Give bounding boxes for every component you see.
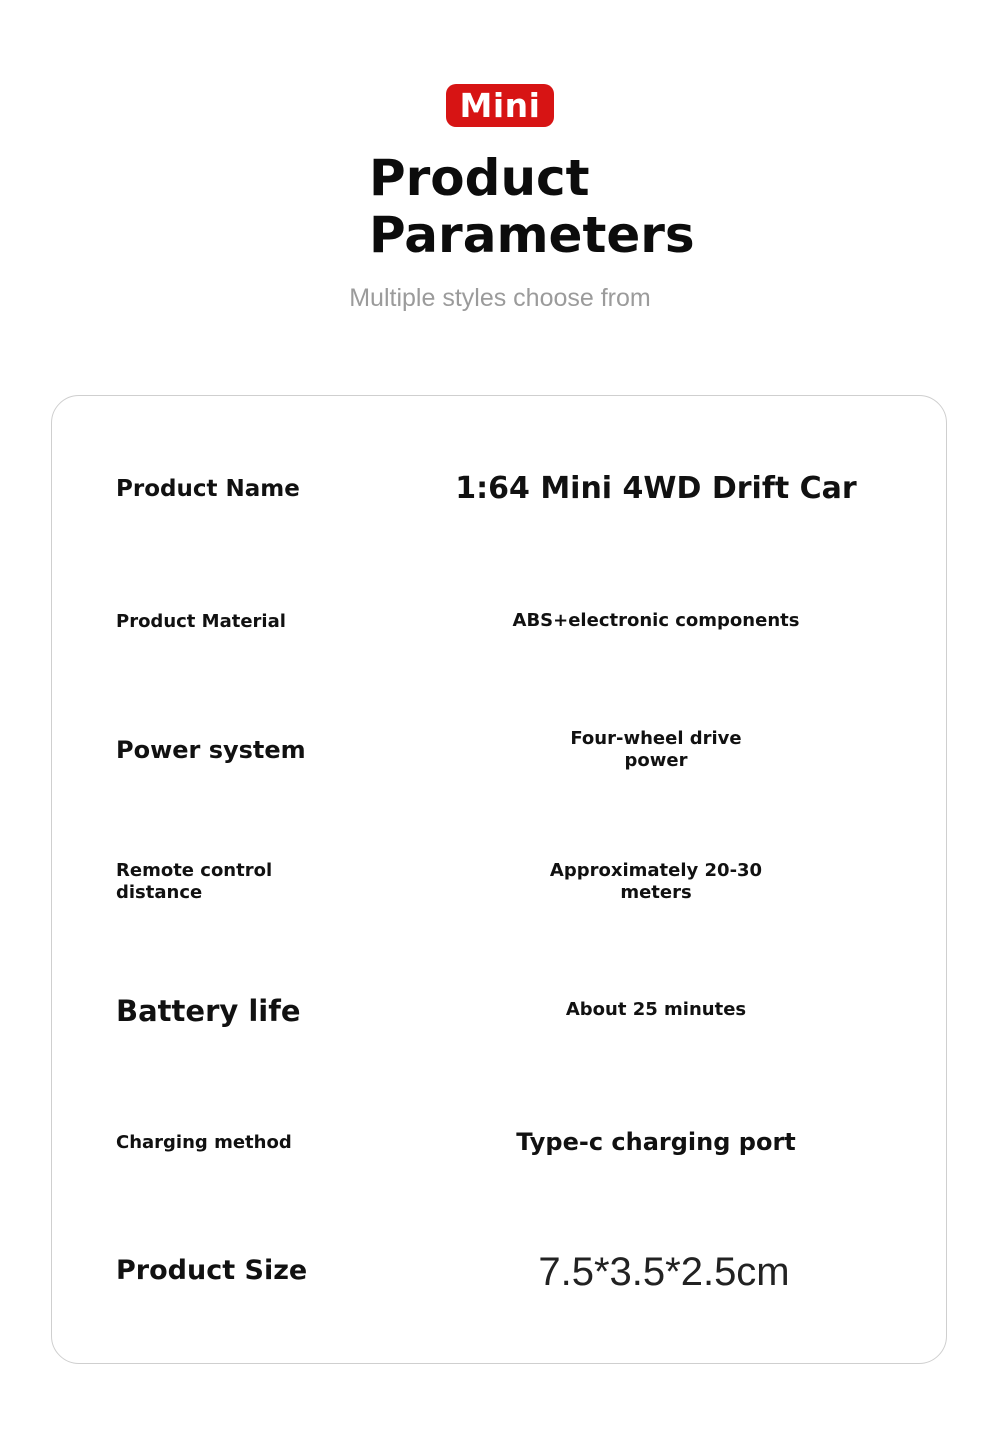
param-value-power-system: Four-wheel drive power — [570, 728, 742, 771]
param-label-product-size: Product Size — [116, 1255, 308, 1286]
param-value-remote-distance: Approximately 20-30 meters — [549, 860, 763, 903]
page-title-line-2: Parameters — [369, 206, 695, 264]
param-label-product-material: Product Material — [116, 611, 286, 632]
param-label-remote-distance: Remote control distance — [116, 860, 273, 903]
param-label-power-system: Power system — [116, 736, 306, 764]
param-value-product-material: ABS+electronic components — [512, 610, 800, 631]
page-subtitle: Multiple styles choose from — [349, 284, 651, 312]
param-label-battery-life: Battery life — [116, 994, 301, 1028]
param-value-product-size: 7.5*3.5*2.5cm — [538, 1250, 790, 1294]
param-value-charging-method: Type-c charging port — [516, 1128, 796, 1156]
param-value-battery-life: About 25 minutes — [565, 999, 747, 1020]
param-label-charging-method: Charging method — [116, 1132, 292, 1153]
page-title-line-1: Product — [369, 149, 590, 207]
param-label-product-name: Product Name — [116, 476, 300, 502]
page-title — [369, 150, 695, 264]
mini-badge: Mini — [446, 84, 554, 127]
param-value-product-name: 1:64 Mini 4WD Drift Car — [455, 471, 857, 506]
